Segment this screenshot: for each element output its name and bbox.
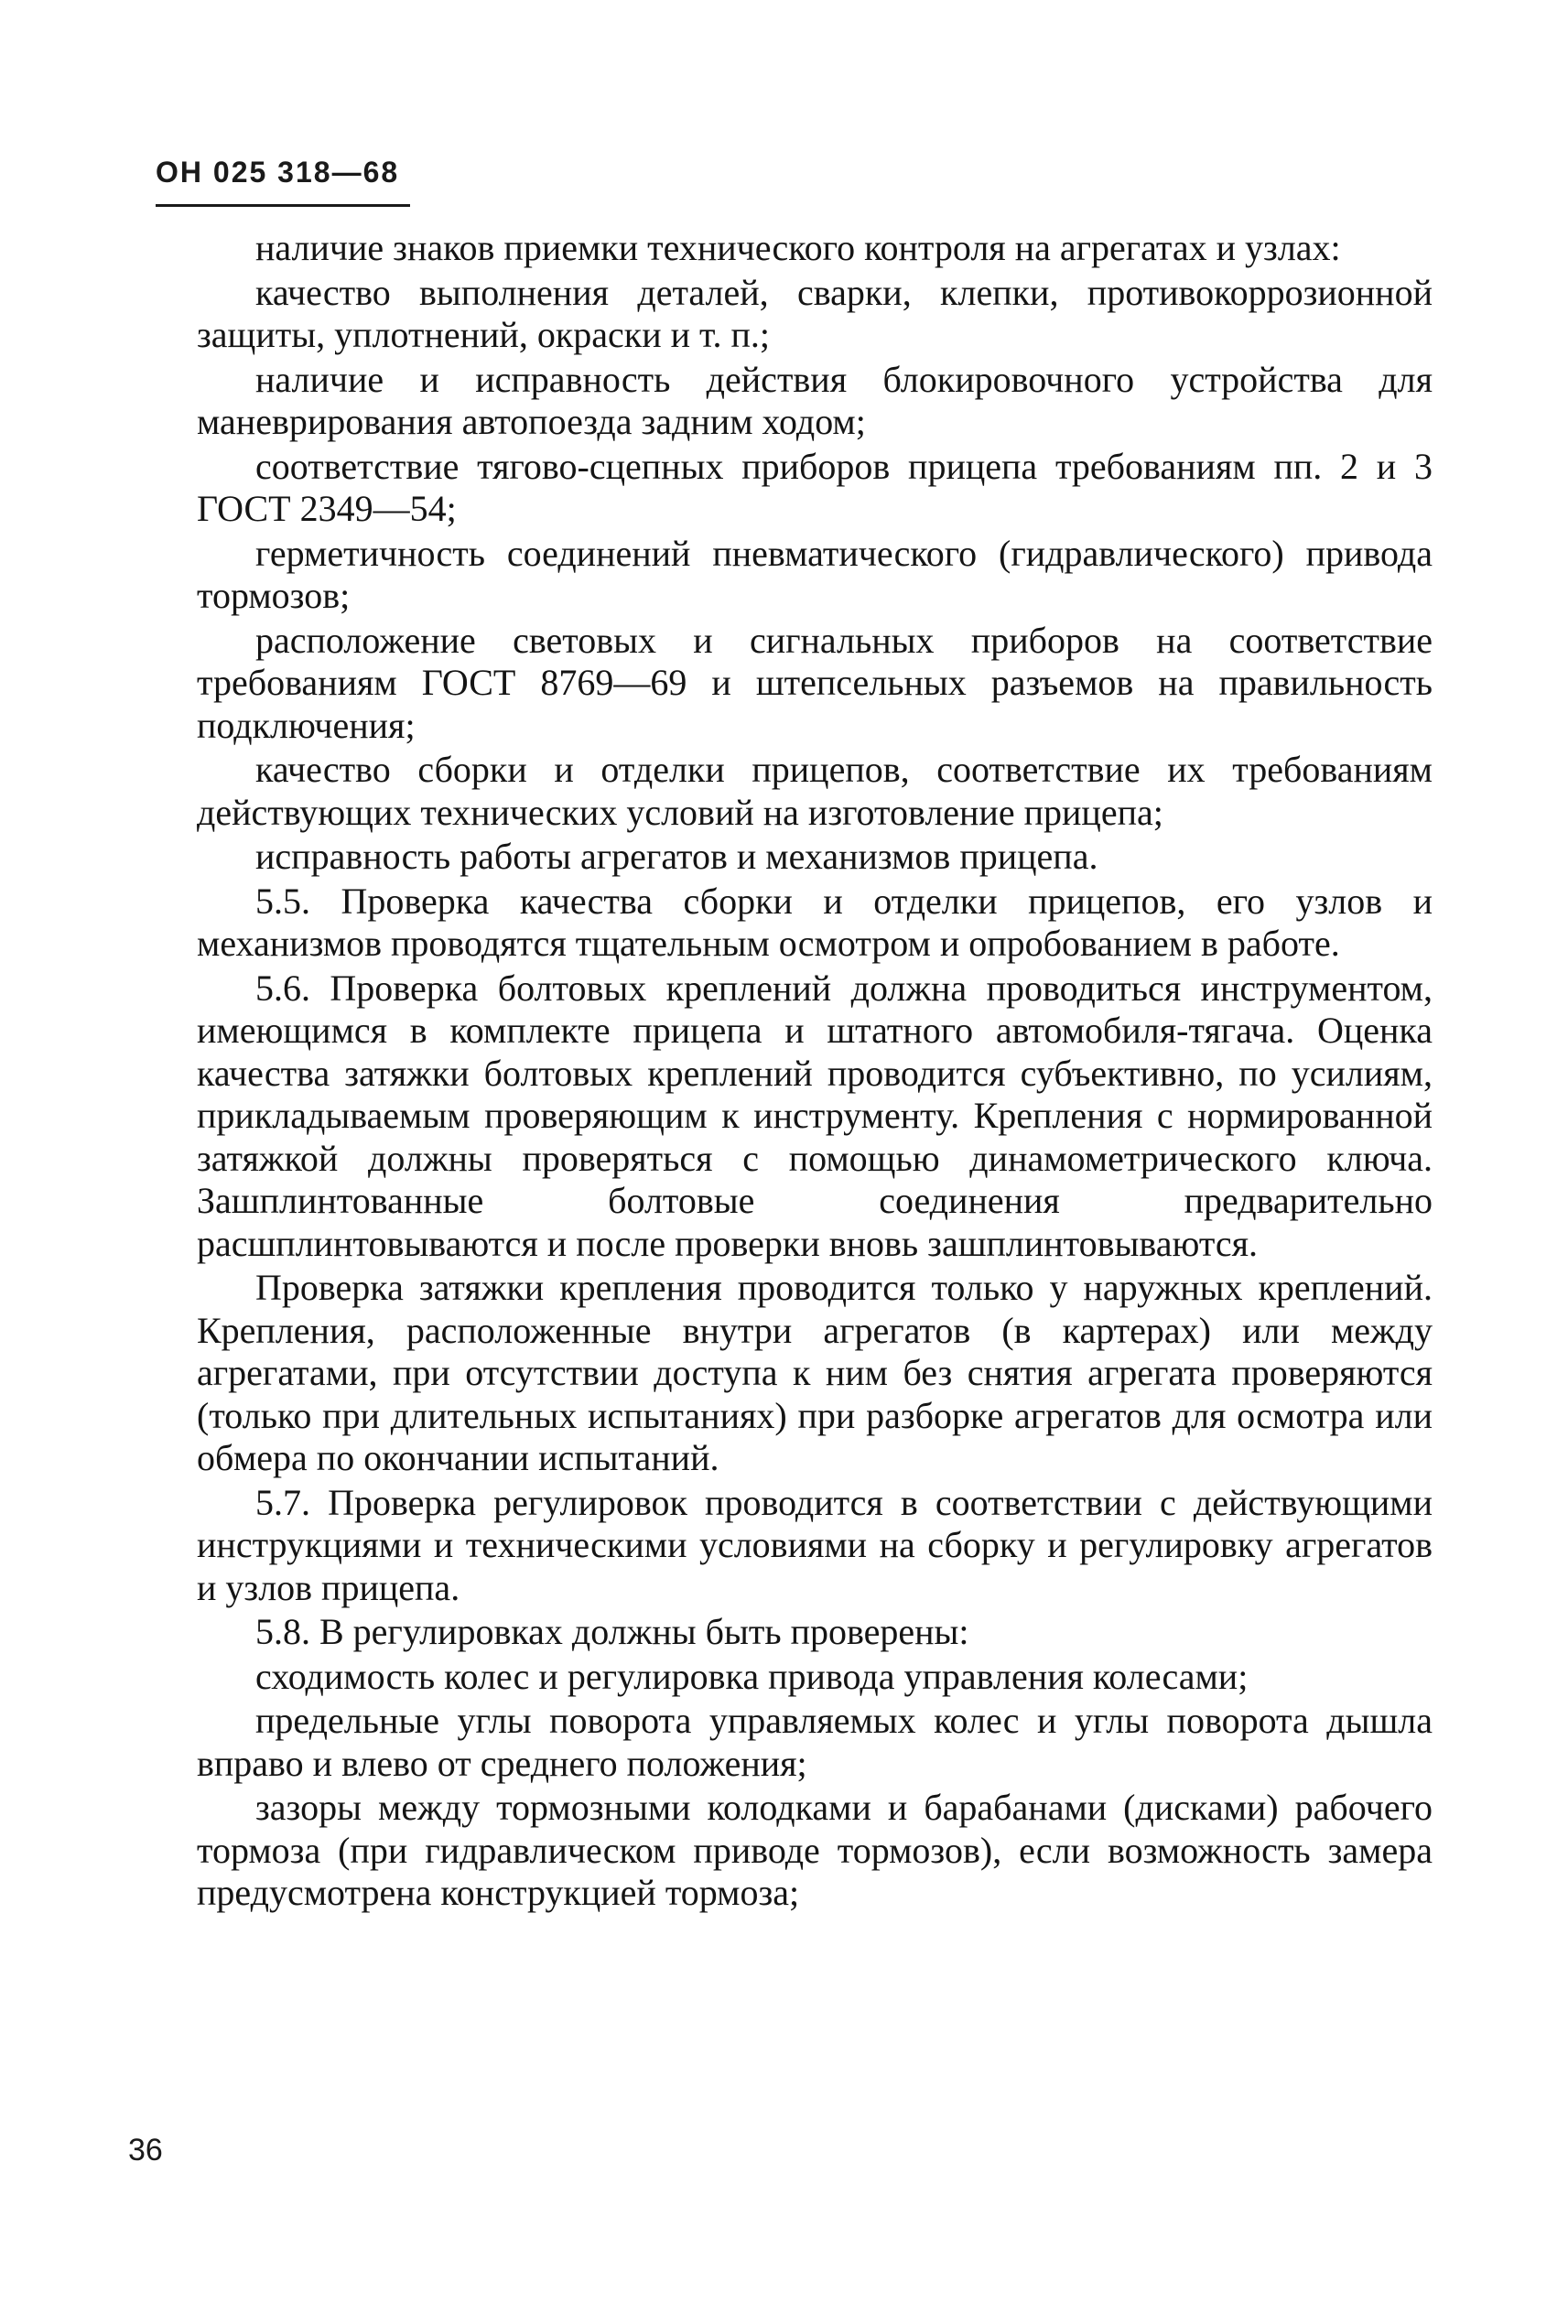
paragraph-item-quality-of-parts: качество выполнения деталей, сварки, клепки, противокоррозионной защиты, уплотнений, окраски и т. п.; <box>197 271 1433 355</box>
header-underline <box>156 204 410 207</box>
paragraph-tightening-check: Проверка затяжки крепления проводится только у наружных креплений. Крепления, расположенные внутри агрегатов (в картерах) или между агрегатами, при отсутствии доступа к ним без снятия агрегата проверяются (только при длительных испытаниях) при разборке агрегатов для осмотра или обмера по окончании испытаний. <box>197 1267 1433 1478</box>
paragraph-5-8: 5.8. В регулировках должны быть проверены: <box>255 1611 969 1652</box>
paragraph-item-coupling-devices: соответствие тягово-сцепных приборов прицепа требованиям пп. 2 и 3 ГОСТ 2349—54; <box>197 445 1433 529</box>
page-number: 36 <box>128 2133 163 2167</box>
paragraph-item-blocking-device: наличие и исправность действия блокировочного устройства для маневрирования автопоезда задним ходом; <box>197 358 1433 442</box>
paragraph-item-mechanism-serviceability: исправность работы агрегатов и механизмов прицепа. <box>255 836 1098 877</box>
paragraph-5-5: 5.5. Проверка качества сборки и отделки прицепов, его узлов и механизмов проводятся тщательным осмотром и опробованием в работе. <box>197 880 1433 964</box>
paragraph-item-brake-clearances: зазоры между тормозными колодками и барабанами (дисками) рабочего тормоза (при гидравлическом приводе тормозов), если возможность замера предусмотрена конструкцией тормоза; <box>197 1787 1433 1913</box>
paragraph-item-assembly-finish-quality: качество сборки и отделки прицепов, соответствие их требованиям действующих технических условий на изготовление прицепа; <box>197 749 1433 833</box>
paragraph-item-tech-control-marks: наличие знаков приемки технического контроля на агрегатах и узлах: <box>255 227 1341 268</box>
paragraph-item-light-signal-devices: расположение световых и сигнальных приборов на соответствие требованиям ГОСТ 8769—69 и штепсельных разъемов на правильность подключения; <box>197 619 1433 746</box>
document-code-header: ОН 025 318—68 <box>156 156 400 189</box>
paragraph-5-6: 5.6. Проверка болтовых креплений должна проводиться инструментом, имеющимся в комплекте прицепа и штатного автомобиля-тягача. Оценка качества затяжки болтовых креплений проводится субъективно, по усилиям, прикладываемым проверяющим к инструменту. Крепления с нормированной затяжкой должны проверяться с помощью динамометрического ключа. Зашплинтованные болтовые соединения предварительно расшплинтовываются и после проверки вновь зашплинтовываются. <box>197 967 1433 1264</box>
paragraph-item-wheel-alignment: сходимость колес и регулировка привода управления колесами; <box>255 1655 1249 1697</box>
paragraph-item-brake-drive-tightness: герметичность соединений пневматического (гидравлического) привода тормозов; <box>197 532 1433 616</box>
paragraph-5-7: 5.7. Проверка регулировок проводится в соответствии с действующими инструкциями и техническими условиями на сборку и регулировку агрегатов и узлов прицепа. <box>197 1481 1433 1608</box>
body-text <box>197 227 1433 1917</box>
paragraph-item-turning-angles: предельные углы поворота управляемых колес и углы поворота дышла вправо и влево от среднего положения; <box>197 1700 1433 1784</box>
